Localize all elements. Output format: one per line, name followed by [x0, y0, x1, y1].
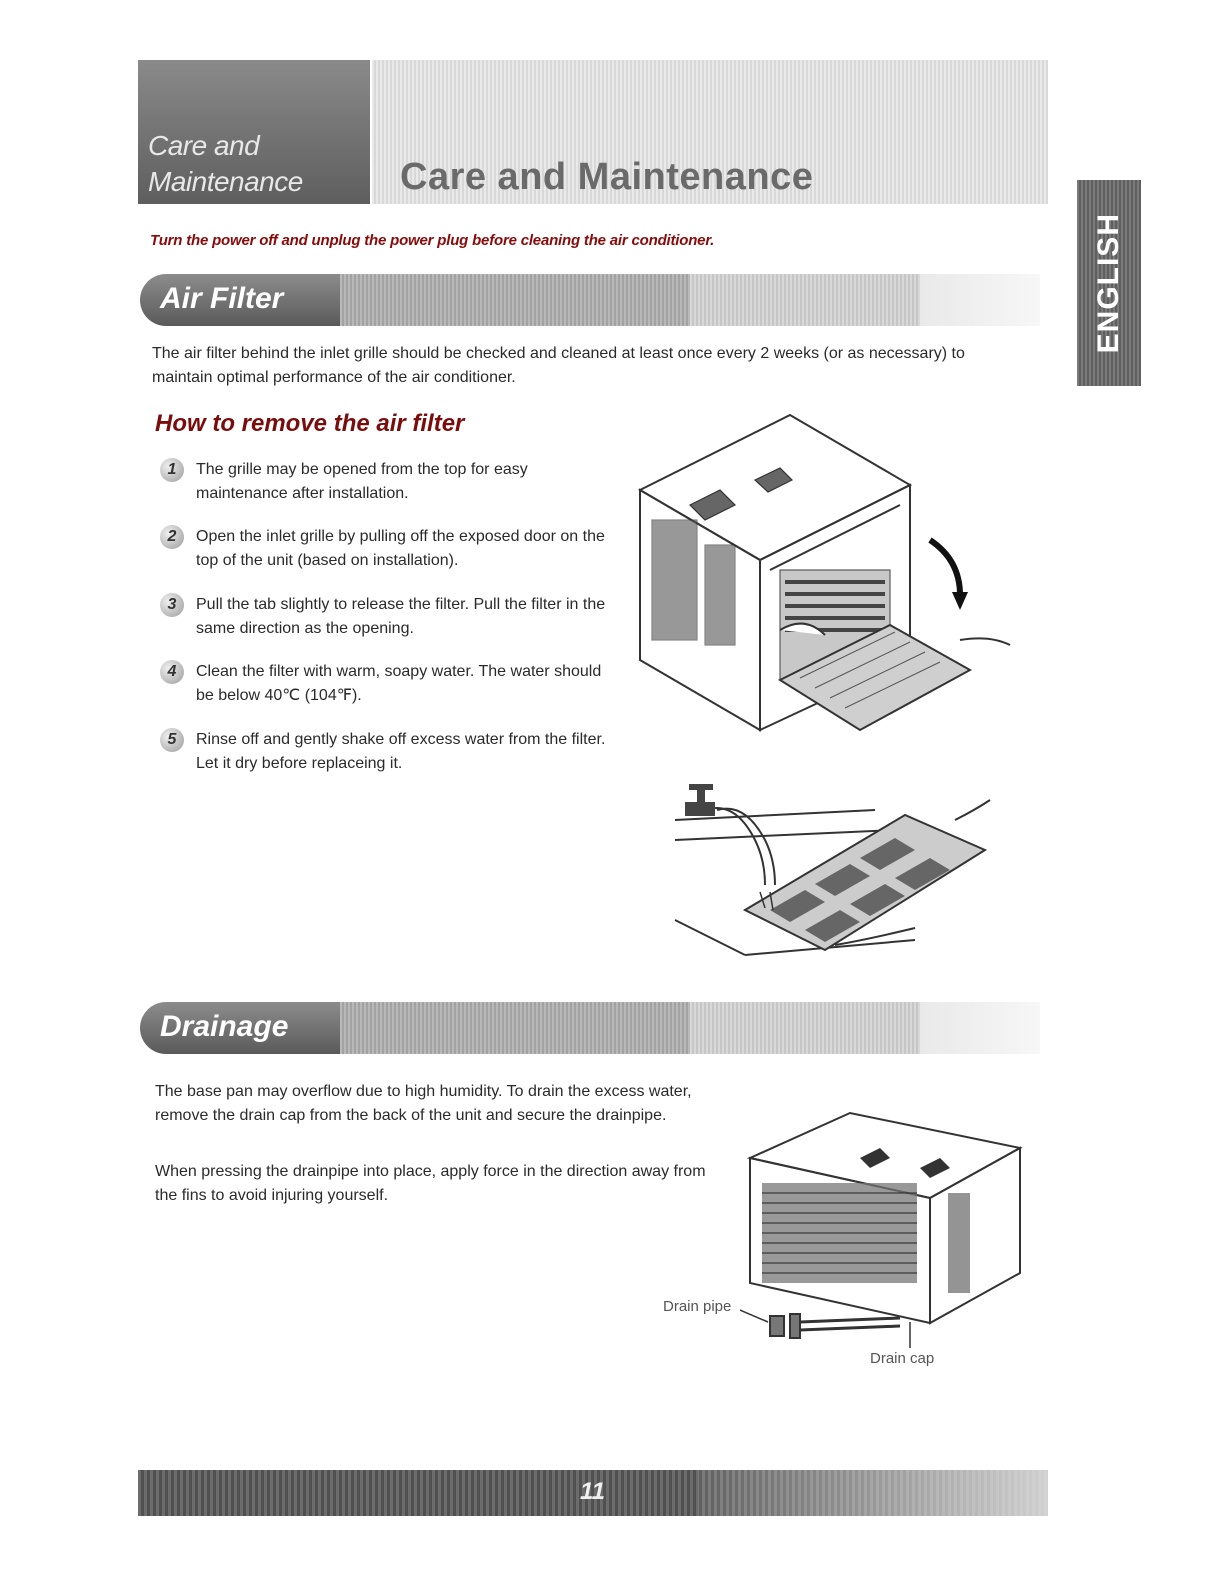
rinse-filter-illustration	[665, 780, 1005, 985]
drain-pipe-label: Drain pipe	[663, 1298, 732, 1315]
ac-unit-open-grille-illustration	[630, 410, 1020, 740]
step-4	[160, 660, 620, 712]
header-side-label-line2: Maintenance	[148, 166, 303, 197]
header-side-label-line1: Care and	[148, 130, 260, 161]
step-1-number: 1	[160, 458, 184, 482]
page-number: 11	[580, 1478, 605, 1505]
language-tab	[1077, 180, 1141, 386]
step-1-text: The grille may be opened from the top for easy maintenance after installation.	[196, 461, 528, 502]
step-5-text: Rinse off and gently shake off excess water from the filter. Let it dry before replaceing it.	[196, 731, 606, 772]
air-filter-heading: Air Filter	[160, 282, 284, 315]
drain-cap-label: Drain cap	[870, 1350, 935, 1367]
step-3	[160, 593, 620, 645]
language-tab-label: ENGLISH	[1092, 212, 1125, 354]
remove-filter-subheading: How to remove the air filter	[155, 410, 465, 437]
safety-warning: Turn the power off and unplug the power plug before cleaning the air conditioner.	[150, 232, 715, 249]
header-side-panel	[138, 60, 370, 204]
air-filter-banner	[140, 274, 1040, 326]
page-title: Care and Maintenance	[400, 156, 814, 198]
step-2-text: Open the inlet grille by pulling off the exposed door on the top of the unit (based on installation).	[196, 528, 605, 569]
step-2	[160, 525, 620, 577]
step-5	[160, 728, 620, 780]
step-1	[160, 458, 620, 510]
step-2-number: 2	[160, 525, 184, 549]
step-4-number: 4	[160, 660, 184, 684]
step-3-number: 3	[160, 593, 184, 617]
drainage-paragraph-1: The base pan may overflow due to high humidity. To drain the excess water, remove the drain cap from the back of the unit and secure the drainpipe.	[155, 1083, 692, 1124]
step-4-text: Clean the filter with warm, soapy water. The water should be below 40℃ (104℉).	[196, 663, 602, 704]
header-title-panel	[372, 60, 1048, 204]
drainage-paragraph-2: When pressing the drainpipe into place, apply force in the direction away from the fins to avoid injuring yourself.	[155, 1163, 706, 1204]
drainage-heading: Drainage	[160, 1010, 289, 1043]
drainage-banner	[140, 1002, 1040, 1054]
step-5-number: 5	[160, 728, 184, 752]
ac-unit-drain-illustration	[740, 1108, 1030, 1348]
air-filter-intro: The air filter behind the inlet grille should be checked and cleaned at least once every 2 weeks (or as necessary) to maintain optimal performance of the air conditioner.	[152, 345, 965, 386]
step-3-text: Pull the tab slightly to release the filter. Pull the filter in the same direction as the opening.	[196, 596, 606, 637]
page-footer	[138, 1470, 1048, 1516]
